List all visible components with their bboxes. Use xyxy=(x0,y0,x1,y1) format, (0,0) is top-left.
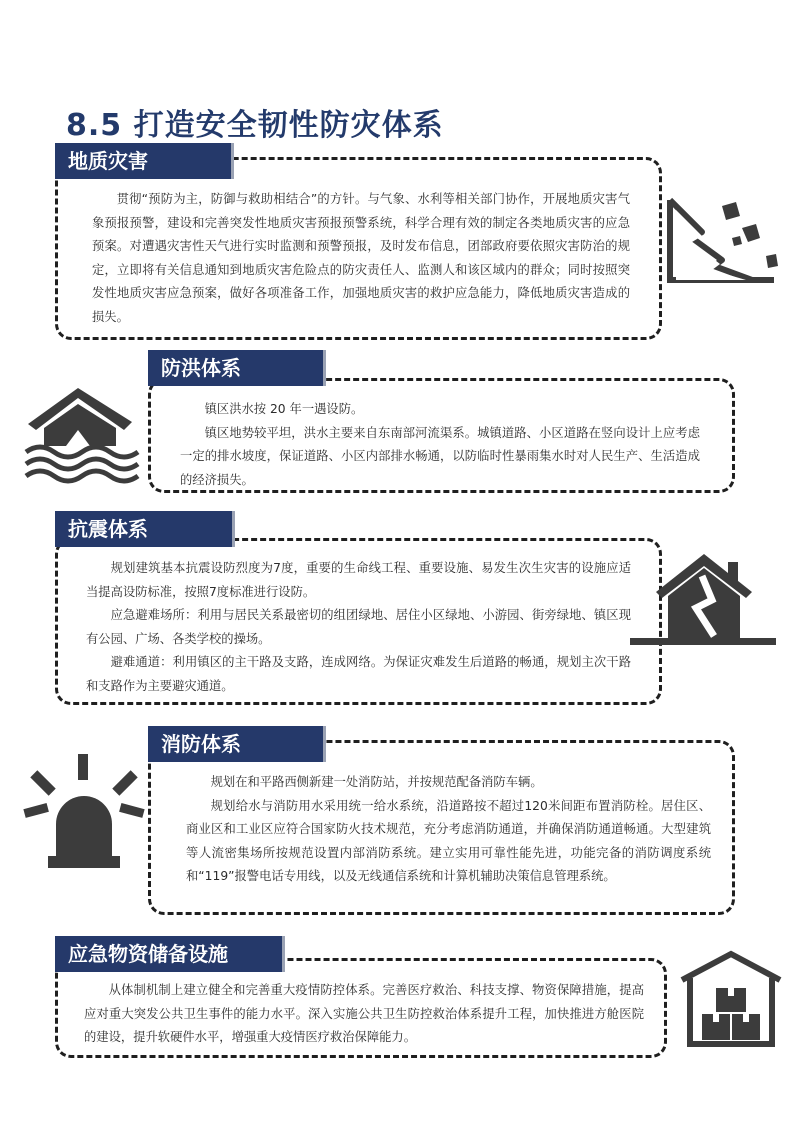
quake-paragraph-1: 规划建筑基本抗震设防烈度为7度，重要的生命线工程、重要设施、易发生次生灾害的设施应适当提高设防标准，按照7度标准进行设防。 xyxy=(86,561,631,599)
flood-paragraph-1: 镇区洪水按 20 年一遇设防。 xyxy=(204,402,364,416)
flood-control-text xyxy=(180,398,700,492)
geo-hazard-text xyxy=(92,188,630,329)
warehouse-icon xyxy=(676,948,786,1048)
quake-paragraph-2: 应急避难场所：利用与居民关系最密切的组团绿地、居住小区绿地、小游园、街旁绿地、镇区现有公园、广场、各类学校的操场。 xyxy=(86,608,631,646)
flood-house-icon xyxy=(20,378,142,488)
page-title: 8.5 打造安全韧性防灾体系 xyxy=(66,108,444,143)
geo-hazard-heading: 地质灾害 xyxy=(55,143,231,179)
fire-paragraph-1: 规划在和平路西侧新建一处消防站，并按规范配备消防车辆。 xyxy=(210,775,543,789)
flood-paragraph-2: 镇区地势较平坦，洪水主要来自东南部河流渠系。城镇道路、小区道路在竖向设计上应考虑一定的排水坡度，保证道路、小区内部排水畅通，以防临时性暴雨集水时对人民生产、生活造成的经济损失。 xyxy=(180,425,700,487)
emergency-reserve-text xyxy=(84,979,644,1050)
fire-paragraph-2: 规划给水与消防用水采用统一给水系统，沿道路按不超过120米间距布置消防栓。居住区、商业区和工业区应符合国家防火技术规范，充分考虑消防通道，并确保消防通道畅通。大型建筑等人流密集场所按规范设置内部消防系统。建立实用可靠性能先进，功能完备的消防调度系统和“119”报警电话专用线，以及无线通信系统和计算机辅助决策信息管理系统。 xyxy=(186,798,711,883)
quake-paragraph-3: 避难通道：利用镇区的主干路及支路，连成网络。为保证灾难发生后道路的畅通，规划主次干路和支路作为主要避灾通道。 xyxy=(86,655,631,693)
alarm-beacon-icon xyxy=(20,748,150,878)
flood-control-heading: 防洪体系 xyxy=(148,350,323,386)
landslide-icon xyxy=(662,180,782,295)
earthquake-heading: 抗震体系 xyxy=(55,511,232,547)
fire-control-text xyxy=(186,771,711,889)
fire-control-heading: 消防体系 xyxy=(148,726,323,762)
earthquake-house-icon xyxy=(628,550,778,650)
earthquake-text xyxy=(86,557,631,698)
emergency-reserve-heading: 应急物资储备设施 xyxy=(55,936,282,972)
geo-paragraph-1: 贯彻“预防为主，防御与救助相结合”的方针。与气象、水利等相关部门协作，开展地质灾害气象预报预警，建设和完善突发性地质灾害预报预警系统，科学合理有效的制定各类地质灾害的应急预案。对遭遇灾害性天气进行实时监测和预警预报，及时发布信息，团部政府要依照灾害防治的规定，立即将有关信息通知到地质灾害危险点的防灾责任人、监测人和该区域内的群众；同时按照突发性地质灾害应急预案，做好各项准备工作，加强地质灾害的救护应急能力，降低地质灾害造成的损失。 xyxy=(92,192,630,324)
reserve-paragraph-1: 从体制机制上建立健全和完善重大疫情防控体系。完善医疗救治、科技支撑、物资保障措施，提高应对重大突发公共卫生事件的能力水平。深入实施公共卫生防控救治体系提升工程，加快推进方舱医院的建设，提升软硬件水平，增强重大疫情医疗救治保障能力。 xyxy=(84,983,644,1044)
